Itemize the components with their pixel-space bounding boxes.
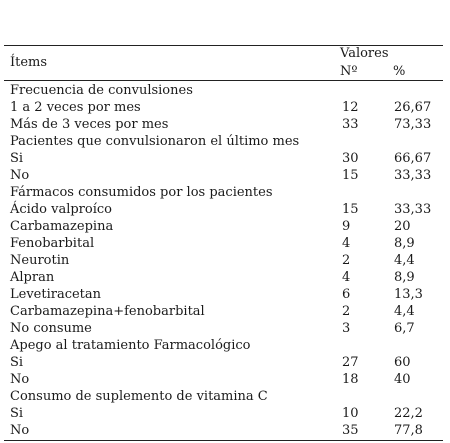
row-count: 27: [342, 355, 359, 370]
row-percent: 73,33: [394, 117, 432, 132]
row-percent: 33,33: [394, 202, 432, 217]
table-row: [4, 98, 443, 115]
row-percent: 13,3: [394, 287, 423, 302]
header-count: Nº: [340, 64, 358, 79]
header-percent: %: [393, 64, 406, 79]
row-percent: 22,2: [394, 406, 423, 421]
table-row: [4, 370, 443, 387]
results-table: [4, 45, 443, 441]
row-percent: 8,9: [394, 270, 415, 285]
row-count: 4: [342, 270, 351, 285]
table-row: [4, 115, 443, 132]
row-count: 10: [342, 406, 359, 421]
header-valores: Valores: [340, 46, 389, 61]
row-label: Si: [10, 406, 24, 421]
row-count: 15: [342, 202, 359, 217]
table-row: [4, 166, 443, 183]
section-label: Apego al tratamiento Farmacológico: [10, 338, 251, 353]
row-count: 30: [342, 151, 359, 166]
row-label: Si: [10, 151, 24, 166]
row-percent: 40: [394, 372, 411, 387]
section-label: Frecuencia de convulsiones: [10, 83, 193, 98]
section-label: Fármacos consumidos por los pacientes: [10, 185, 273, 200]
row-label: Neurotin: [10, 253, 70, 268]
row-percent: 20: [394, 219, 411, 234]
row-label: No: [10, 372, 30, 387]
row-count: 6: [342, 287, 351, 302]
row-percent: 66,67: [394, 151, 432, 166]
row-label: No consume: [10, 321, 92, 336]
table-row: [4, 285, 443, 302]
row-count: 2: [342, 253, 351, 268]
row-percent: 77,8: [394, 423, 423, 438]
section-row: [4, 132, 443, 149]
row-percent: 26,67: [394, 100, 432, 115]
table-row: [4, 234, 443, 251]
row-label: Carbamazepina: [10, 219, 114, 234]
table-bottom-rule: [4, 440, 443, 441]
table-row: [4, 200, 443, 217]
table-row: [4, 319, 443, 336]
row-label: No: [10, 423, 30, 438]
table-row: [4, 353, 443, 370]
row-percent: 4,4: [394, 304, 415, 319]
row-label: Levetiracetan: [10, 287, 102, 302]
row-count: 4: [342, 236, 351, 251]
row-label: Alpran: [10, 270, 55, 285]
row-percent: 33,33: [394, 168, 432, 183]
table-row: [4, 302, 443, 319]
row-percent: 6,7: [394, 321, 415, 336]
row-label: Si: [10, 355, 24, 370]
table-row: [4, 217, 443, 234]
header-items: Ítems: [10, 55, 48, 70]
row-label: Más de 3 veces por mes: [10, 117, 169, 132]
row-count: 12: [342, 100, 359, 115]
row-count: 33: [342, 117, 359, 132]
table-row: [4, 149, 443, 166]
row-label: 1 a 2 veces por mes: [10, 100, 141, 115]
section-row: [4, 336, 443, 353]
row-percent: 8,9: [394, 236, 415, 251]
section-row: [4, 387, 443, 404]
row-count: 3: [342, 321, 351, 336]
section-row: [4, 183, 443, 200]
row-count: 18: [342, 372, 359, 387]
row-label: No: [10, 168, 30, 183]
table-row: [4, 404, 443, 421]
section-label: Consumo de suplemento de vitamina C: [10, 389, 268, 404]
row-count: 2: [342, 304, 351, 319]
row-count: 35: [342, 423, 359, 438]
row-count: 9: [342, 219, 351, 234]
row-percent: 60: [394, 355, 411, 370]
row-label: Carbamazepina+fenobarbital: [10, 304, 205, 319]
row-label: Fenobarbital: [10, 236, 95, 251]
table-row: [4, 421, 443, 438]
table-body: [4, 81, 443, 438]
section-row: [4, 81, 443, 98]
section-label: Pacientes que convulsionaron el último mes: [10, 134, 300, 149]
table-row: [4, 268, 443, 285]
row-label: Ácido valproíco: [10, 202, 112, 217]
table-header: [4, 46, 443, 81]
table-row: [4, 251, 443, 268]
row-count: 15: [342, 168, 359, 183]
row-percent: 4,4: [394, 253, 415, 268]
